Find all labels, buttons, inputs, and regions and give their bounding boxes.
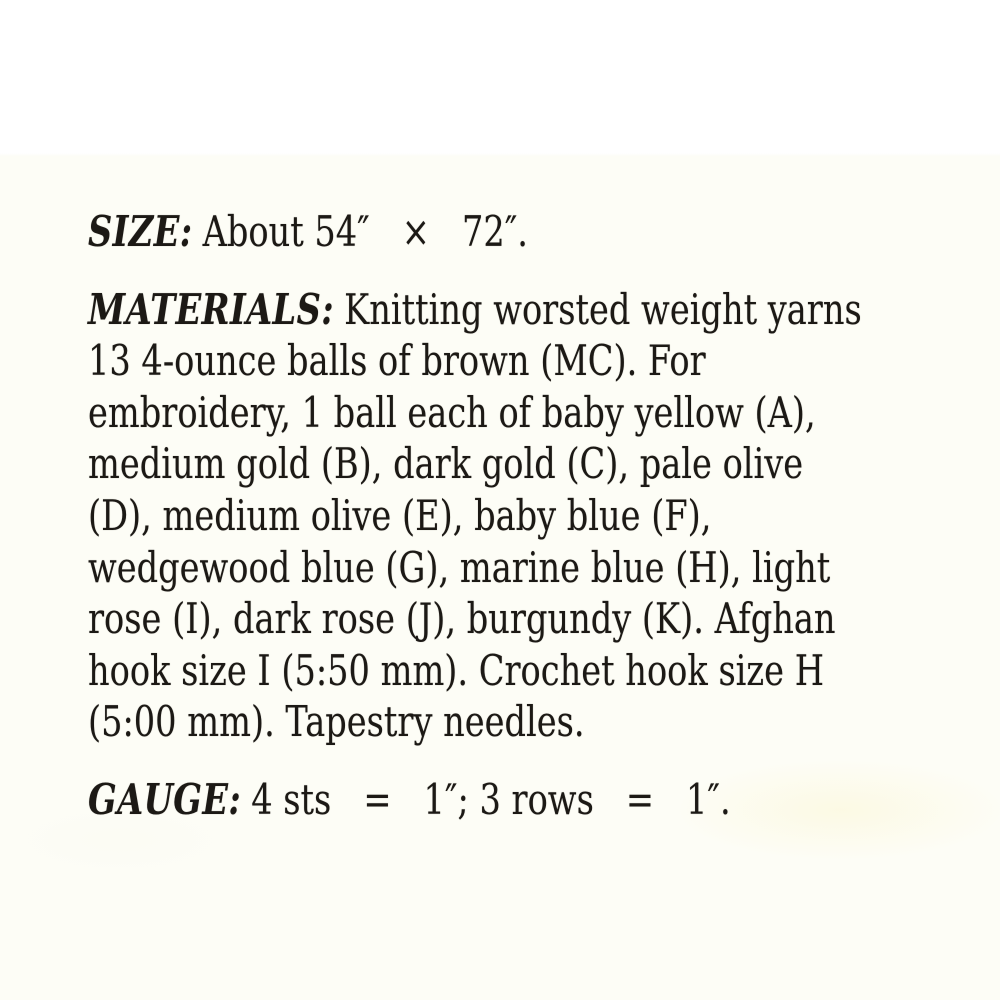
materials-line-2: 13 4-ounce balls of brown (MC). For xyxy=(88,336,706,386)
size-text: About 54″ × 72″. xyxy=(202,207,528,256)
pattern-text-block xyxy=(88,206,984,852)
materials-line-3: embroidery, 1 ball each of baby yellow (A), xyxy=(88,387,816,437)
materials-line-9: (5:00 mm). Tapestry needles. xyxy=(88,697,585,747)
materials-text: Knitting worsted weight yarns xyxy=(344,284,862,334)
gauge-text: 4 sts = 1″; 3 rows = 1″. xyxy=(251,774,731,824)
size-label: SIZE: xyxy=(88,207,193,256)
materials-line-4: medium gold (B), dark gold (C), pale olive xyxy=(88,439,804,489)
gauge-section xyxy=(88,774,984,826)
materials-line-1 xyxy=(88,284,984,336)
materials-label: MATERIALS: xyxy=(88,284,335,334)
gauge-line xyxy=(88,774,984,826)
materials-line-7: rose (I), dark rose (J), burgundy (K). Afghan xyxy=(88,594,836,644)
gauge-label: GAUGE: xyxy=(88,774,242,824)
materials-line-6: wedgewood blue (G), marine blue (H), light xyxy=(88,542,831,592)
materials-section xyxy=(88,284,984,748)
size-line xyxy=(88,206,984,258)
materials-line-8: hook size I (5:50 mm). Crochet hook size H xyxy=(88,645,825,695)
materials-line-5: (D), medium olive (E), baby blue (F), xyxy=(88,490,712,540)
size-section xyxy=(88,206,984,258)
